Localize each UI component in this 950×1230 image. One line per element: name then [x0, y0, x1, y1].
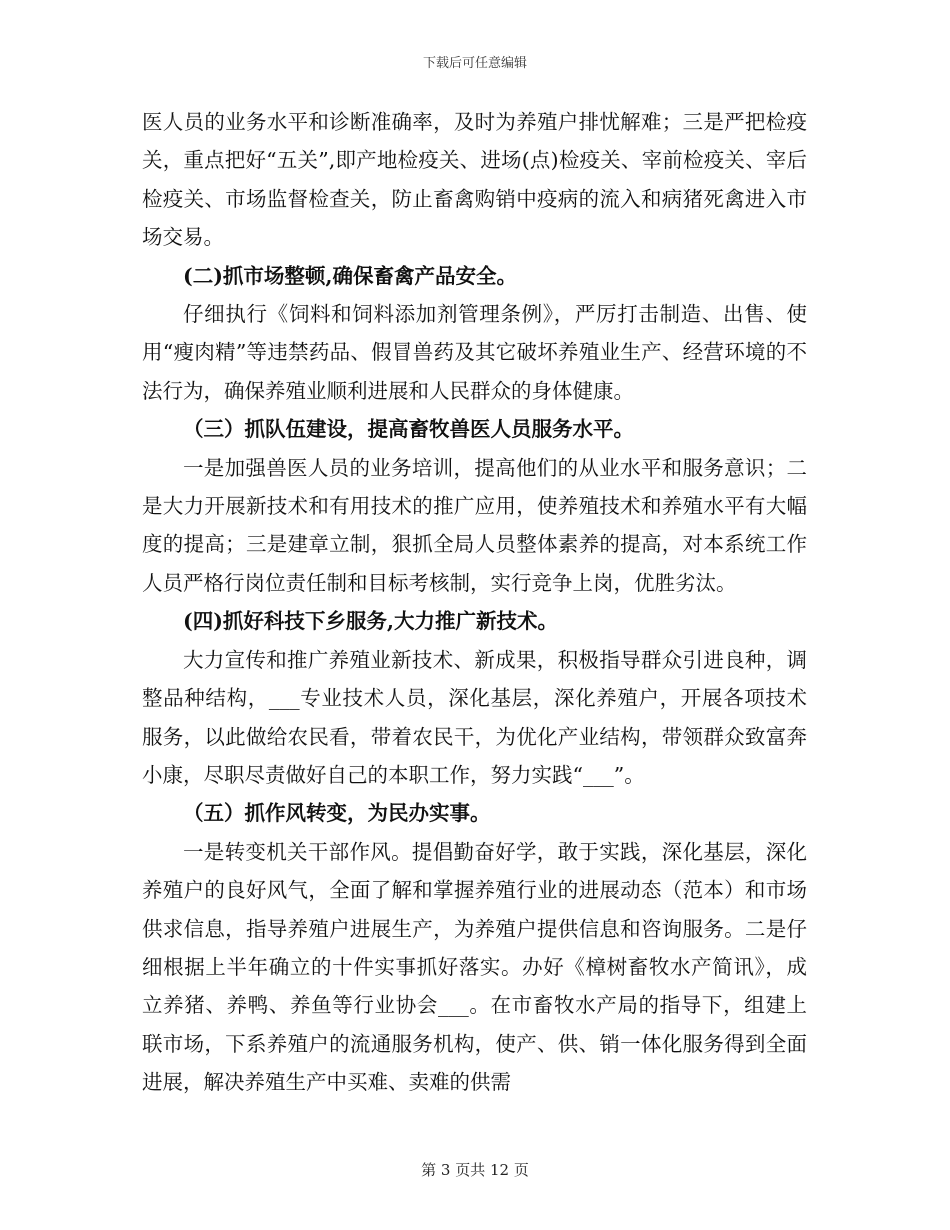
paragraph-technology-promotion: 大力宣传和推广养殖业新技术、新成果，积极指导群众引进良种，调整品种结构，___专业技术人员，深化基层，深化养殖户，开展各项技术服务，以此做给农民看，带着农民干，为优化产业结构，带领群众致富奔小康，尽职尽责做好自己的本职工作，努力实践“___”。	[142, 647, 807, 787]
document-body	[142, 103, 807, 1102]
page-header: 下载后可任意编辑	[422, 56, 527, 71]
paragraph-training: 一是加强兽医人员的业务培训，提高他们的从业水平和服务意识；二是大力开展新技术和有用技术的推广应用，使养殖技术和养殖水平有大幅度的提高；三是建章立制，狠抓全局人员整体素养的提高，对本系统工作人员严格行岗位责任制和目标考核制，实行竞争上岗，优胜劣汰。	[142, 455, 807, 595]
heading-work-style: （五）抓作风转变，为民办实事。	[183, 801, 491, 826]
paragraph-work-style: 一是转变机关干部作风。提倡勤奋好学，敢于实践，深化基层，深化养殖户的良好风气，全面了解和掌握养殖行业的进展动态（范本）和市场供求信息，指导养殖户进展生产，为养殖户提供信息和咨询服务。二是仔细根据上半年确立的十件实事抓好落实。办好《樟树畜牧水产简讯》，成立养猪、养鸭、养鱼等行业协会___。在市畜牧水产局的指导下，组建上联市场，下系养殖户的流通服务机构，使产、供、销一体化服务得到全面进展，解决养殖生产中买难、卖难的供需	[142, 839, 807, 1095]
heading-team-building: （三）抓队伍建设，提高畜牧兽医人员服务水平。	[183, 417, 634, 442]
heading-market-rectification: (二)抓市场整顿,确保畜禽产品安全。	[183, 263, 518, 288]
paragraph-feed-regulation: 仔细执行《饲料和饲料添加剂管理条例》，严厉打击制造、出售、使用“瘦肉精”等违禁药品、假冒兽药及其它破坏养殖业生产、经营环境的不法行为，确保养殖业顺利进展和人民群众的身体健康。	[142, 302, 807, 403]
heading-technology-service: (四)抓好科技下乡服务,大力推广新技术。	[183, 609, 559, 634]
paragraph-inspection: 医人员的业务水平和诊断准确率，及时为养殖户排忧解难；三是严把检疫关，重点把好“五关”,即产地检疫关、进场(点)检疫关、宰前检疫关、宰后检疫关、市场监督检查关，防止畜禽购销中疫病的流入和病猪死禽进入市场交易。	[142, 110, 807, 250]
page-footer: 第 3 页共 12 页	[421, 1161, 529, 1179]
